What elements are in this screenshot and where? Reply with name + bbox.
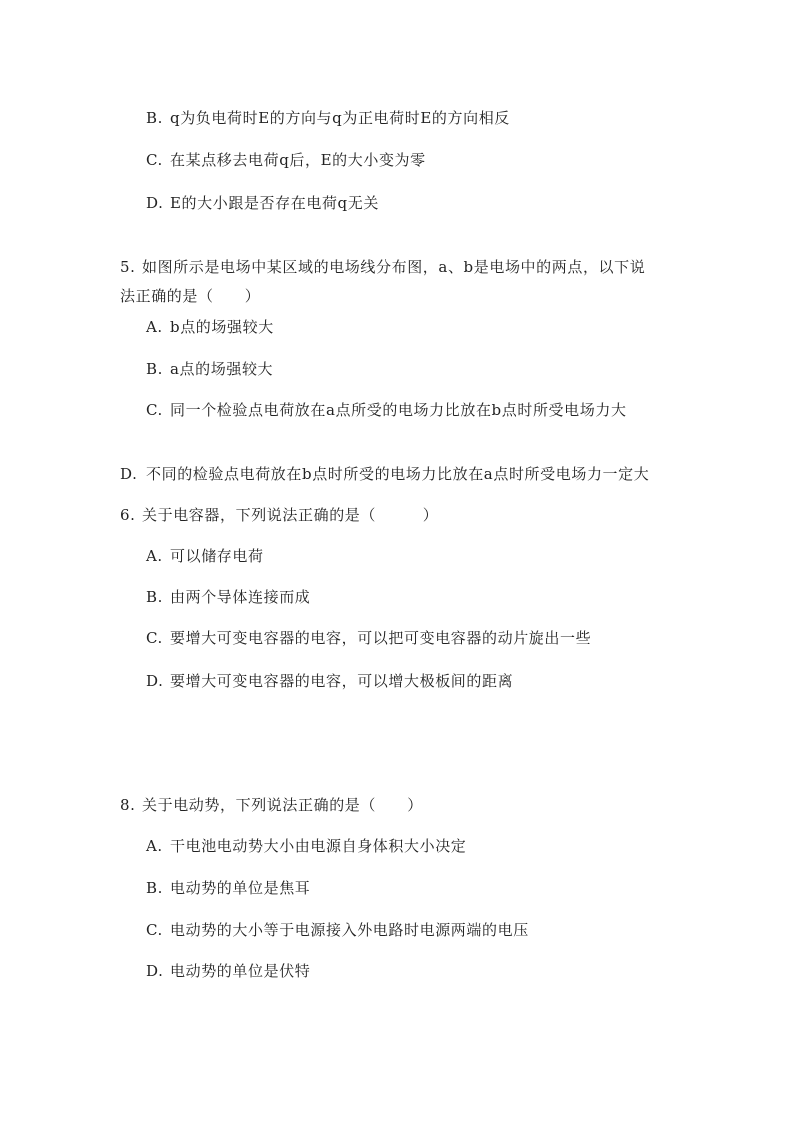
option-label: C.: [146, 921, 163, 939]
option-label: D.: [146, 194, 164, 212]
q5-stem-line-2: [120, 285, 260, 307]
q6-option-d: [146, 670, 513, 692]
option-label: C.: [146, 629, 163, 647]
option-label: B.: [146, 360, 163, 378]
option-text: q为负电荷时E的方向与q为正电荷时E的方向相反: [170, 109, 510, 127]
option-text: 要增大可变电容器的电容，可以增大极板间的距离: [170, 672, 514, 690]
q8-option-d: [146, 960, 310, 982]
option-label: B.: [146, 109, 163, 127]
question-text: 如图所示是电场中某区域的电场线分布图，a、b是电场中的两点，以下说: [142, 258, 646, 276]
q8-option-c: [146, 919, 529, 941]
option-label: C.: [146, 151, 163, 169]
option-label: A.: [146, 837, 163, 855]
q5-stem-line-1: [120, 256, 645, 278]
q6-option-b: [146, 586, 310, 608]
option-text: 电动势的单位是焦耳: [170, 879, 311, 897]
option-text: 同一个检验点电荷放在a点所受的电场力比放在b点时所受电场力大: [170, 401, 627, 419]
option-label: B.: [146, 588, 163, 606]
q4-option-d: [146, 192, 379, 214]
option-text: 电动势的单位是伏特: [170, 962, 311, 980]
option-label: D.: [146, 962, 164, 980]
question-text: 法正确的是（ ）: [120, 287, 261, 305]
option-text: 不同的检验点电荷放在b点时所受的电场力比放在a点时所受电场力一定大: [146, 465, 650, 483]
option-label: A.: [146, 547, 163, 565]
q4-option-b: [146, 107, 510, 129]
option-text: 电动势的大小等于电源接入外电路时电源两端的电压: [170, 921, 529, 939]
q5-option-a: [146, 316, 274, 338]
question-number: 8.: [120, 796, 136, 814]
option-text: 干电池电动势大小由电源自身体积大小决定: [170, 837, 467, 855]
q5-option-b: [146, 358, 273, 380]
option-label: B.: [146, 879, 163, 897]
q8-option-a: [146, 835, 466, 857]
q6-stem: [120, 504, 438, 526]
question-text: 关于电动势，下列说法正确的是（ ）: [142, 796, 423, 814]
option-label: C.: [146, 401, 163, 419]
option-label: D.: [120, 465, 138, 483]
option-text: a点的场强较大: [170, 360, 274, 378]
q6-option-c: [146, 627, 591, 649]
option-text: 在某点移去电荷q后，E的大小变为零: [170, 151, 426, 169]
q8-stem: [120, 794, 423, 816]
option-text: 由两个导体连接而成: [170, 588, 311, 606]
option-text: 要增大可变电容器的电容，可以把可变电容器的动片旋出一些: [170, 629, 592, 647]
q8-option-b: [146, 877, 310, 899]
question-number: 5.: [120, 258, 136, 276]
question-number: 6.: [120, 506, 136, 524]
option-label: A.: [146, 318, 163, 336]
question-text: 关于电容器，下列说法正确的是（ ）: [142, 506, 439, 524]
q5-option-d: [120, 463, 649, 485]
option-label: D.: [146, 672, 164, 690]
option-text: 可以储存电荷: [170, 547, 264, 565]
option-text: b点的场强较大: [170, 318, 274, 336]
q4-option-c: [146, 149, 426, 171]
q5-option-c: [146, 399, 627, 421]
option-text: E的大小跟是否存在电荷q无关: [170, 194, 379, 212]
q6-option-a: [146, 545, 264, 567]
